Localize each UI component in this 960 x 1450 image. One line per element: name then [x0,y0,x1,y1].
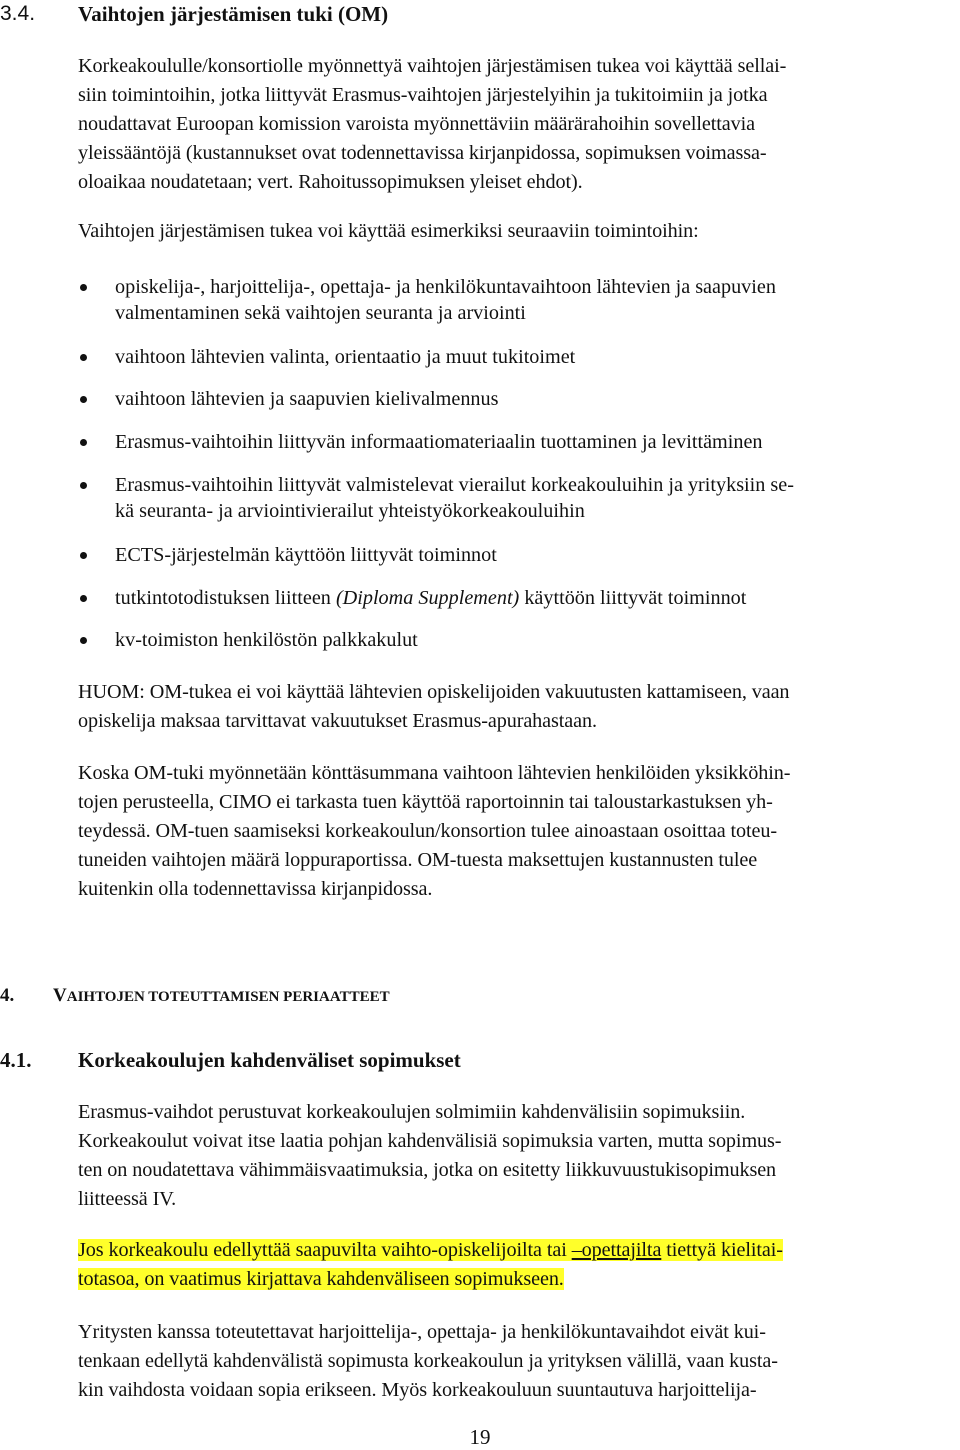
page-number: 19 [469,1425,491,1449]
text-line: Erasmus-vaihtoihin liittyvät valmistelevat vierailut korkeakouluihin ja yrityksiin se- [115,474,794,496]
text-line: tojen perusteella, CIMO ei tarkasta tuen käyttöä raportoinnin tai taloustarkastuksen yh- [78,791,773,813]
list-item [115,274,960,326]
text-span: tutkintotodistuksen liitteen [115,587,336,609]
section-title: Vaihtojen järjestämisen tuki (OM) [78,2,389,26]
text-line: Korkeakoulut voivat itse laatia pohjan kahdenvälisiä sopimuksia varten, mutta sopimus- [78,1130,782,1152]
bullet-icon [80,637,87,644]
section-number: 4. [0,985,15,1006]
text-line: kuitenkin olla todennettavissa kirjanpidossa. [78,878,433,900]
text-line: ten on noudatettava vähimmäisvaatimuksia, jotka on esitetty liikkuvuustukisopimuksen [78,1159,777,1181]
text-line: tuneiden vaihtojen määrä loppuraportissa. OM-tuesta maksettujen kustannusten tulee [78,849,758,871]
list-item [115,386,960,412]
highlighted-paragraph [78,1236,958,1294]
text-span: Jos korkeakoulu edellyttää saapuvilta vaihto-opiskelijoilta tai [78,1239,572,1261]
list-item [115,429,960,455]
text-line: Erasmus-vaihdot perustuvat korkeakoulujen solmimiin kahdenvälisiin sopimuksiin. [78,1101,746,1123]
underlined-text: –opettajilta [571,1239,662,1261]
section-title [53,985,390,1007]
text-line: valmentaminen sekä vaihtojen seuranta ja arviointi [115,302,526,324]
text-line: Yritysten kanssa toteutettavat harjoittelija-, opettaja- ja henkilökuntavaihdot eivät kui- [78,1321,766,1343]
intro-paragraph [78,52,958,197]
text-line: vaihtoon lähtevien ja saapuvien kielivalmennus [115,388,499,410]
bullet-icon [80,595,87,602]
text-line: teydessä. OM-tuen saamiseksi korkeakoulun/konsortion tulee ainoastaan osoittaa toteu- [78,820,778,842]
text-line: yleissääntöjä (kustannukset ovat todennettavissa kirjanpidossa, sopimuksen voimassa- [78,142,767,164]
text-line: opiskelija maksaa tarvittavat vakuutukset Erasmus-apurahastaan. [78,710,597,732]
text-line: Koska OM-tuki myönnetään könttäsummana vaihtoon lähtevien henkilöiden yksikköhin- [78,762,791,784]
bullet-icon [80,284,87,291]
text-line: Vaihtojen järjestämisen tukea voi käyttää esimerkiksi seuraaviin toimintoihin: [78,220,699,242]
text-span: tiettyä kielitai- [661,1239,783,1261]
list-intro [78,217,958,246]
text-line [78,1236,958,1265]
company-exchange-paragraph [78,1318,958,1405]
text-line: Erasmus-vaihtoihin liittyvän informaatiomateriaalin tuottaminen ja levittäminen [115,431,763,453]
list-item [115,472,960,524]
text-line: kin vaihdosta voidaan sopia erikseen. Myös korkeakouluun suuntautuva harjoittelija- [78,1379,757,1401]
list-item [115,542,960,568]
bullet-icon [80,439,87,446]
subsection-number: 4.1. [0,1048,32,1072]
subsection-title: Korkeakoulujen kahdenväliset sopimukset [78,1048,461,1072]
text-line: Korkeakoululle/konsortiolle myönnettyä vaihtojen järjestämisen tukea voi käyttää sellai- [78,55,787,77]
highlighted-text: totasoa, on vaatimus kirjattava kahdenväliseen sopimukseen. [78,1268,564,1290]
text-line: ECTS-järjestelmän käyttöön liittyvät toiminnot [115,544,497,566]
list-item [115,585,960,611]
text-line [78,1265,958,1294]
text-line: kv-toimiston henkilöstön palkkakulut [115,629,418,651]
list-item [115,344,960,370]
text-line: siin toimintoihin, jotka liittyvät Erasmus-vaihtojen järjestelyihin ja tukitoimiin ja jotka [78,84,768,106]
text-line: HUOM: OM-tukea ei voi käyttää lähtevien opiskelijoiden vakuutusten kattamiseen, vaan [78,681,790,703]
text-line: noudattavat Euroopan komission varoista myönnettäviin määrärahoihin sovellettavia [78,113,755,135]
text-line: liitteessä IV. [78,1188,177,1210]
title-rest: AIHTOJEN TOTEUTTAMISEN PERIAATTEET [66,989,390,1005]
bullet-icon [80,482,87,489]
funding-paragraph [78,759,958,904]
title-initial: V [53,985,67,1006]
text-line: oloaikaa noudatetaan; vert. Rahoitussopimuksen yleiset ehdot). [78,171,583,193]
note-paragraph [78,678,958,736]
highlighted-text [78,1239,783,1261]
agreements-paragraph [78,1098,958,1214]
list-item [115,627,960,653]
text-line: kä seuranta- ja arviointivierailut yhteistyökorkeakouluihin [115,500,585,522]
text-line [115,585,960,611]
italic-text: (Diploma Supplement) [335,587,520,609]
bullet-icon [80,354,87,361]
text-line: vaihtoon lähtevien valinta, orientaatio ja muut tukitoimet [115,346,576,368]
section-number: 3.4. [0,2,36,25]
text-span: käyttöön liittyvät toiminnot [519,587,747,609]
bullet-icon [80,552,87,559]
text-line: opiskelija-, harjoittelija-, opettaja- ja henkilökuntavaihtoon lähtevien ja saapuvien [115,276,776,298]
bullet-icon [80,396,87,403]
text-line: tenkaan edellytä kahdenvälistä sopimusta korkeakoulun ja yrityksen välillä, vaan kusta- [78,1350,778,1372]
